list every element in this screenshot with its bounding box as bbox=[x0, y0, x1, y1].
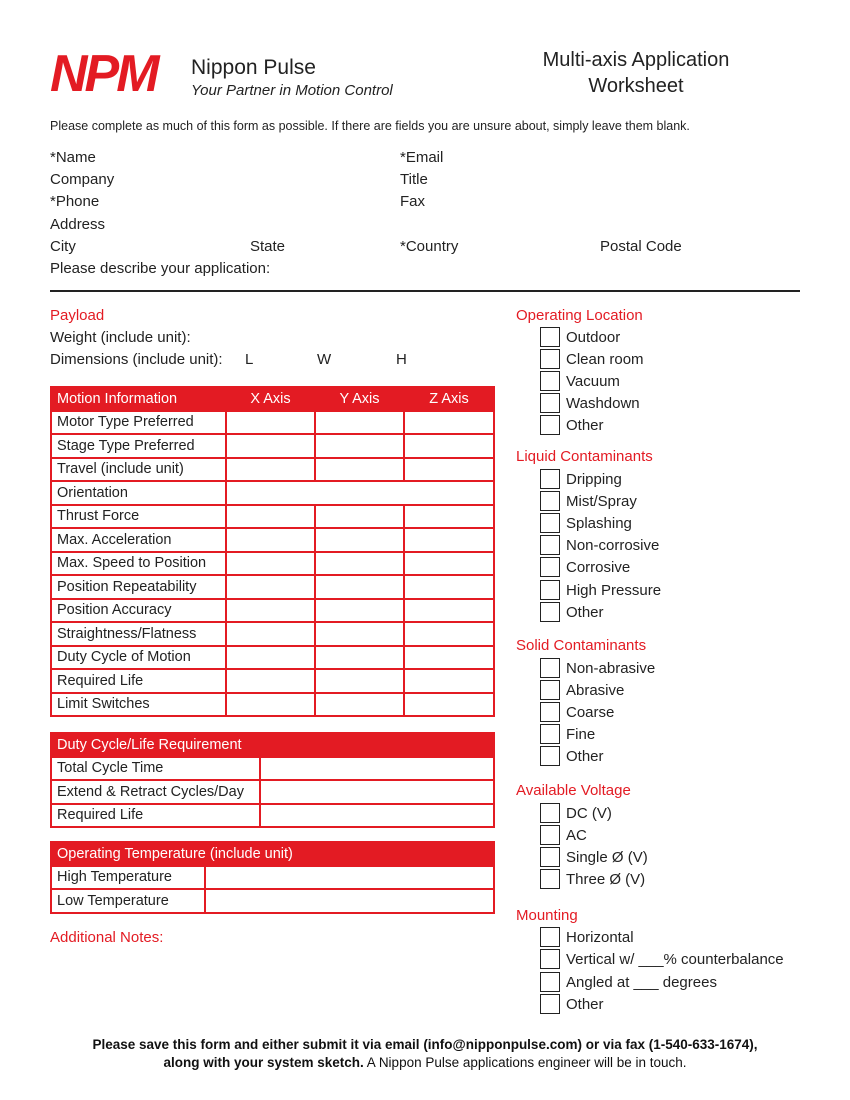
application-description-field[interactable]: Please describe your application: bbox=[50, 260, 271, 277]
checkbox-icon[interactable] bbox=[540, 680, 560, 700]
checkbox-label: AC bbox=[566, 826, 587, 844]
x-axis-cell[interactable] bbox=[226, 693, 315, 717]
z-axis-cell[interactable] bbox=[404, 646, 494, 670]
checkbox-high-pressure[interactable] bbox=[540, 580, 661, 600]
table-row bbox=[51, 411, 494, 435]
checkbox-label: Other bbox=[566, 416, 604, 434]
checkbox-label: Coarse bbox=[566, 703, 615, 721]
page-title-line1: Multi-axis Application bbox=[542, 49, 730, 71]
additional-notes-heading[interactable]: Additional Notes: bbox=[50, 929, 164, 946]
table-row bbox=[51, 646, 494, 670]
checkbox-icon[interactable] bbox=[540, 602, 560, 622]
z-axis-cell[interactable] bbox=[404, 552, 494, 576]
table-row bbox=[51, 599, 494, 623]
checkbox-icon[interactable] bbox=[540, 994, 560, 1014]
checkbox-label: Mist/Spray bbox=[566, 492, 637, 510]
x-axis-cell[interactable] bbox=[226, 434, 315, 458]
footer-line1: Please save this form and either submit it via email (info@nipponpulse.com) or via fax (1-540-633-1674), bbox=[92, 1037, 758, 1052]
phone-field[interactable]: *Phone bbox=[50, 193, 100, 210]
table-row bbox=[51, 575, 494, 599]
checkbox-icon[interactable] bbox=[540, 327, 560, 347]
y-axis-cell[interactable] bbox=[315, 646, 404, 670]
weight-field[interactable]: Weight (include unit): bbox=[50, 329, 191, 346]
checkbox-splashing[interactable] bbox=[540, 513, 632, 533]
company-tagline: Your Partner in Motion Control bbox=[191, 82, 393, 99]
y-axis-cell[interactable] bbox=[315, 458, 404, 482]
row-label: Total Cycle Time bbox=[51, 757, 260, 781]
row-label: Stage Type Preferred bbox=[51, 434, 226, 458]
dimension-l-field[interactable]: L bbox=[245, 351, 254, 368]
checkbox-angled[interactable] bbox=[540, 972, 717, 992]
checkbox-label: Clean room bbox=[566, 350, 644, 368]
checkbox-icon[interactable] bbox=[540, 513, 560, 533]
city-field[interactable]: City bbox=[50, 238, 76, 255]
title-field[interactable]: Title bbox=[400, 171, 428, 188]
z-axis-cell[interactable] bbox=[404, 669, 494, 693]
orientation-cell[interactable] bbox=[226, 481, 494, 505]
dimension-w-field[interactable]: W bbox=[317, 351, 332, 368]
checkbox-dripping[interactable] bbox=[540, 469, 622, 489]
x-axis-cell[interactable] bbox=[226, 505, 315, 529]
checkbox-label: Non-corrosive bbox=[566, 536, 660, 554]
row-label: Extend & Retract Cycles/Day bbox=[51, 780, 260, 804]
checkbox-icon[interactable] bbox=[540, 658, 560, 678]
checkbox-abrasive[interactable] bbox=[540, 680, 624, 700]
checkbox-icon[interactable] bbox=[540, 949, 560, 969]
checkbox-icon[interactable] bbox=[540, 825, 560, 845]
z-axis-cell[interactable] bbox=[404, 458, 494, 482]
x-axis-cell[interactable] bbox=[226, 622, 315, 646]
operating-temperature-table bbox=[50, 841, 495, 914]
table-header-row bbox=[51, 733, 494, 757]
row-label: Max. Speed to Position bbox=[51, 552, 226, 576]
z-axis-cell[interactable] bbox=[404, 434, 494, 458]
y-axis-cell[interactable] bbox=[315, 622, 404, 646]
checkbox-label: Washdown bbox=[566, 394, 640, 412]
z-axis-cell[interactable] bbox=[404, 528, 494, 552]
row-label: Max. Acceleration bbox=[51, 528, 226, 552]
checkbox-corrosive[interactable] bbox=[540, 557, 630, 577]
checkbox-icon[interactable] bbox=[540, 371, 560, 391]
row-label: Limit Switches bbox=[51, 693, 226, 717]
checkbox-icon[interactable] bbox=[540, 535, 560, 555]
checkbox-label: Angled at ___ degrees bbox=[566, 973, 717, 991]
footer-line2-bold: along with your system sketch. bbox=[163, 1055, 364, 1070]
postal-code-field[interactable]: Postal Code bbox=[600, 238, 682, 255]
row-label: Orientation bbox=[51, 481, 226, 505]
solid-contaminants-heading: Solid Contaminants bbox=[516, 637, 647, 654]
country-field[interactable]: *Country bbox=[400, 238, 459, 255]
y-axis-cell[interactable] bbox=[315, 669, 404, 693]
checkbox-icon[interactable] bbox=[540, 746, 560, 766]
company-name: Nippon Pulse bbox=[191, 56, 316, 79]
y-axis-cell[interactable] bbox=[315, 434, 404, 458]
address-field[interactable]: Address bbox=[50, 216, 106, 233]
value-cell[interactable] bbox=[260, 804, 494, 828]
y-axis-cell[interactable] bbox=[315, 599, 404, 623]
checkbox-washdown[interactable] bbox=[540, 393, 640, 413]
x-axis-header: X Axis bbox=[226, 387, 315, 411]
checkbox-label: Corrosive bbox=[566, 558, 631, 576]
state-field[interactable]: State bbox=[250, 238, 286, 255]
value-cell[interactable] bbox=[260, 780, 494, 804]
x-axis-cell[interactable] bbox=[226, 646, 315, 670]
y-axis-cell[interactable] bbox=[315, 528, 404, 552]
company-field[interactable]: Company bbox=[50, 171, 115, 188]
row-label: Position Accuracy bbox=[51, 599, 226, 623]
checkbox-outdoor[interactable] bbox=[540, 327, 620, 347]
row-label: Duty Cycle of Motion bbox=[51, 646, 226, 670]
z-axis-cell[interactable] bbox=[404, 622, 494, 646]
checkbox-dc[interactable] bbox=[540, 803, 612, 823]
checkbox-non-corrosive[interactable] bbox=[540, 535, 659, 555]
z-axis-cell[interactable] bbox=[404, 411, 494, 435]
y-axis-header: Y Axis bbox=[315, 387, 404, 411]
checkbox-label: Non-abrasive bbox=[566, 659, 656, 677]
checkbox-fine[interactable] bbox=[540, 724, 595, 744]
intro-text: Please complete as much of this form as possible. If there are fields you are unsure about, simply leave them blank. bbox=[50, 119, 690, 133]
checkbox-label: High Pressure bbox=[566, 581, 662, 599]
checkbox-clean-room[interactable] bbox=[540, 349, 644, 369]
fax-field[interactable]: Fax bbox=[400, 193, 426, 210]
checkbox-icon[interactable] bbox=[540, 415, 560, 435]
checkbox-icon[interactable] bbox=[540, 469, 560, 489]
checkbox-label: Outdoor bbox=[566, 328, 621, 346]
duty-cycle-header: Duty Cycle/Life Requirement bbox=[51, 733, 494, 757]
checkbox-non-abrasive[interactable] bbox=[540, 658, 655, 678]
row-label: Straightness/Flatness bbox=[51, 622, 226, 646]
name-field[interactable]: *Name bbox=[50, 149, 96, 166]
row-label: Required Life bbox=[51, 804, 260, 828]
checkbox-label: Single Ø (V) bbox=[566, 848, 648, 866]
checkbox-icon[interactable] bbox=[540, 557, 560, 577]
table-row bbox=[51, 552, 494, 576]
table-header-row bbox=[51, 387, 494, 411]
table-row bbox=[51, 481, 494, 505]
table-row bbox=[51, 434, 494, 458]
checkbox-icon[interactable] bbox=[540, 803, 560, 823]
row-label: Thrust Force bbox=[51, 505, 226, 529]
value-cell[interactable] bbox=[260, 757, 494, 781]
available-voltage-heading: Available Voltage bbox=[516, 782, 631, 799]
checkbox-icon[interactable] bbox=[540, 491, 560, 511]
x-axis-cell[interactable] bbox=[226, 575, 315, 599]
section-divider bbox=[50, 290, 800, 292]
table-row bbox=[51, 528, 494, 552]
checkbox-coarse[interactable] bbox=[540, 702, 614, 722]
row-label: Required Life bbox=[51, 669, 226, 693]
value-cell[interactable] bbox=[205, 889, 494, 913]
table-row bbox=[51, 780, 494, 804]
checkbox-icon[interactable] bbox=[540, 702, 560, 722]
checkbox-label: Horizontal bbox=[566, 928, 634, 946]
checkbox-location-other[interactable] bbox=[540, 415, 604, 435]
checkbox-label: Vertical w/ ___% counterbalance bbox=[566, 950, 784, 968]
checkbox-liquid-other[interactable] bbox=[540, 602, 604, 622]
x-axis-cell[interactable] bbox=[226, 552, 315, 576]
checkbox-ac[interactable] bbox=[540, 825, 587, 845]
checkbox-label: Dripping bbox=[566, 470, 622, 488]
table-row bbox=[51, 622, 494, 646]
checkbox-icon[interactable] bbox=[540, 847, 560, 867]
x-axis-cell[interactable] bbox=[226, 411, 315, 435]
z-axis-cell[interactable] bbox=[404, 575, 494, 599]
checkbox-icon[interactable] bbox=[540, 580, 560, 600]
checkbox-icon[interactable] bbox=[540, 869, 560, 889]
x-axis-cell[interactable] bbox=[226, 528, 315, 552]
y-axis-cell[interactable] bbox=[315, 411, 404, 435]
checkbox-label: Abrasive bbox=[566, 681, 625, 699]
npm-logo: NPM bbox=[50, 45, 157, 103]
motion-information-table bbox=[50, 386, 495, 717]
checkbox-three-phase[interactable] bbox=[540, 869, 645, 889]
motion-info-header: Motion Information bbox=[51, 387, 226, 411]
checkbox-label: Fine bbox=[566, 725, 596, 743]
checkbox-icon[interactable] bbox=[540, 393, 560, 413]
checkbox-icon[interactable] bbox=[540, 972, 560, 992]
checkbox-solid-other[interactable] bbox=[540, 746, 604, 766]
checkbox-vertical[interactable] bbox=[540, 949, 784, 969]
footer-instructions bbox=[50, 1036, 800, 1072]
checkbox-single-phase[interactable] bbox=[540, 847, 648, 867]
duty-cycle-table bbox=[50, 732, 495, 828]
z-axis-header: Z Axis bbox=[404, 387, 494, 411]
table-row bbox=[51, 757, 494, 781]
z-axis-cell[interactable] bbox=[404, 505, 494, 529]
x-axis-cell[interactable] bbox=[226, 458, 315, 482]
checkbox-label: Splashing bbox=[566, 514, 632, 532]
table-row bbox=[51, 866, 494, 890]
y-axis-cell[interactable] bbox=[315, 505, 404, 529]
checkbox-icon[interactable] bbox=[540, 349, 560, 369]
checkbox-label: Vacuum bbox=[566, 372, 620, 390]
x-axis-cell[interactable] bbox=[226, 669, 315, 693]
table-row bbox=[51, 693, 494, 717]
x-axis-cell[interactable] bbox=[226, 599, 315, 623]
z-axis-cell[interactable] bbox=[404, 599, 494, 623]
checkbox-icon[interactable] bbox=[540, 724, 560, 744]
y-axis-cell[interactable] bbox=[315, 552, 404, 576]
operating-location-heading: Operating Location bbox=[516, 307, 643, 324]
value-cell[interactable] bbox=[205, 866, 494, 890]
table-header-row bbox=[51, 842, 494, 866]
operating-temperature-header: Operating Temperature (include unit) bbox=[51, 842, 494, 866]
table-row bbox=[51, 889, 494, 913]
checkbox-label: DC (V) bbox=[566, 804, 612, 822]
row-label: High Temperature bbox=[51, 866, 205, 890]
footer-line2: A Nippon Pulse applications engineer will be in touch. bbox=[363, 1055, 687, 1070]
dimension-h-field[interactable]: H bbox=[396, 351, 407, 368]
checkbox-label: Three Ø (V) bbox=[566, 870, 646, 888]
row-label: Motor Type Preferred bbox=[51, 411, 226, 435]
page-title bbox=[500, 47, 772, 99]
table-row bbox=[51, 669, 494, 693]
mounting-heading: Mounting bbox=[516, 907, 578, 924]
checkbox-label: Other bbox=[566, 603, 604, 621]
checkbox-horizontal[interactable] bbox=[540, 927, 634, 947]
y-axis-cell[interactable] bbox=[315, 575, 404, 599]
row-label: Position Repeatability bbox=[51, 575, 226, 599]
row-label: Travel (include unit) bbox=[51, 458, 226, 482]
email-field[interactable]: *Email bbox=[400, 149, 444, 166]
table-row bbox=[51, 804, 494, 828]
liquid-contaminants-heading: Liquid Contaminants bbox=[516, 448, 653, 465]
checkbox-mounting-other[interactable] bbox=[540, 994, 604, 1014]
checkbox-vacuum[interactable] bbox=[540, 371, 620, 391]
page-title-line2: Worksheet bbox=[588, 75, 684, 97]
row-label: Low Temperature bbox=[51, 889, 205, 913]
checkbox-mist-spray[interactable] bbox=[540, 491, 637, 511]
z-axis-cell[interactable] bbox=[404, 693, 494, 717]
checkbox-label: Other bbox=[566, 995, 604, 1013]
payload-heading: Payload bbox=[50, 307, 105, 324]
checkbox-icon[interactable] bbox=[540, 927, 560, 947]
dimensions-field: Dimensions (include unit): bbox=[50, 351, 223, 368]
y-axis-cell[interactable] bbox=[315, 693, 404, 717]
table-row bbox=[51, 505, 494, 529]
checkbox-label: Other bbox=[566, 747, 604, 765]
table-row bbox=[51, 458, 494, 482]
